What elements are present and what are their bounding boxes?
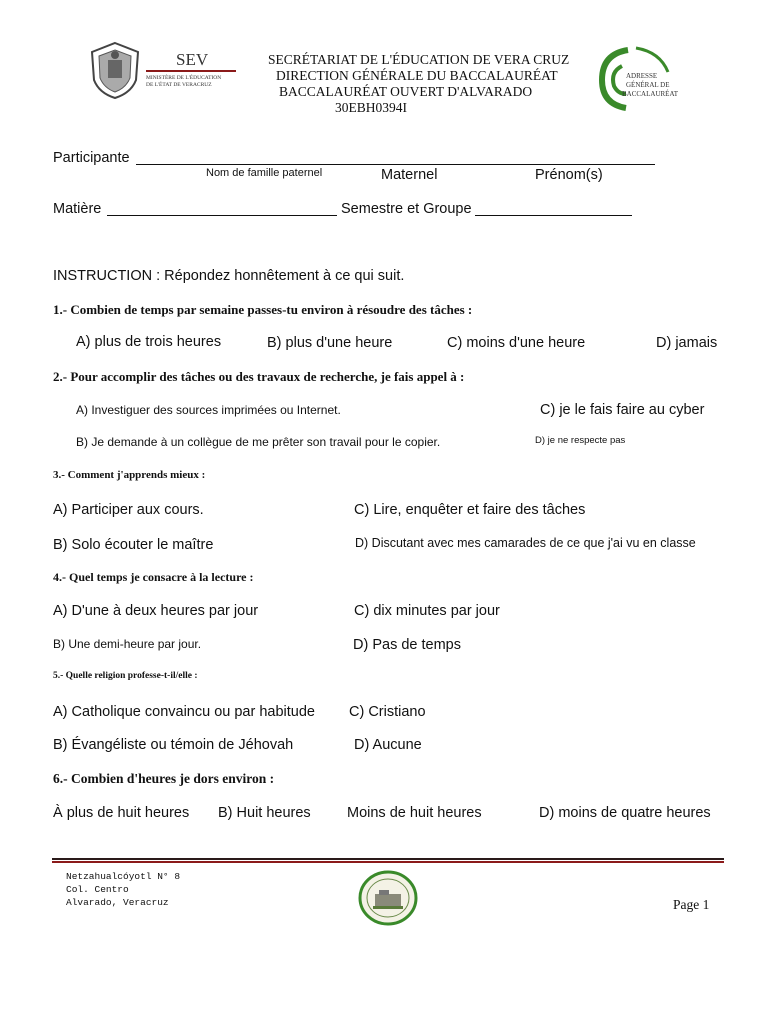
subject-line[interactable] — [107, 215, 337, 216]
q5-option-d[interactable]: D) Aucune — [354, 737, 422, 753]
participant-label: Participante — [53, 150, 130, 166]
footer-address-line: Col. Centro — [66, 884, 129, 895]
instruction: INSTRUCTION : Répondez honnêtement à ce qui suit. — [53, 268, 405, 284]
q5-option-b[interactable]: B) Évangéliste ou témoin de Jéhovah — [53, 737, 294, 753]
state-seal-icon — [86, 40, 144, 100]
semester-line[interactable] — [475, 215, 632, 216]
q3-option-c[interactable]: C) Lire, enquêter et faire des tâches — [354, 502, 586, 518]
header-line-3: BACCALAURÉAT OUVERT D'ALVARADO — [279, 84, 533, 99]
participant-line[interactable] — [136, 164, 655, 165]
firstname-label: Prénom(s) — [535, 167, 603, 183]
sev-logo-text: SEV — [176, 50, 209, 69]
question-1: 1.- Combien de temps par semaine passes-tu environ à résoudre des tâches : — [53, 302, 473, 317]
sev-logo — [80, 40, 245, 102]
q3-option-b[interactable]: B) Solo écouter le maître — [53, 537, 214, 553]
q3-option-a[interactable]: A) Participer aux cours. — [53, 502, 204, 518]
dgb-logo-text: GÉNÉRAL DE — [626, 81, 670, 89]
q1-option-b[interactable]: B) plus d'une heure — [267, 335, 393, 351]
header-line-2: DIRECTION GÉNÉRALE DU BACCALAURÉAT — [276, 68, 558, 83]
q4-option-a[interactable]: A) D'une à deux heures par jour — [53, 603, 259, 619]
q6-option-b[interactable]: B) Huit heures — [218, 805, 311, 821]
school-seal-icon — [358, 870, 418, 926]
header-line-4: 30EBH0394I — [335, 100, 407, 115]
question-5: 5.- Quelle religion professe-t-il/elle : — [53, 671, 198, 681]
q3-option-d[interactable]: D) Discutant avec mes camarades de ce que j'ai vu en classe — [355, 536, 696, 550]
q4-option-b[interactable]: B) Une demi-heure par jour. — [53, 637, 202, 651]
footer-rule — [52, 858, 724, 860]
question-6: 6.- Combien d'heures je dors environ : — [53, 771, 275, 786]
dgb-logo-text: BACCALAURÉAT — [622, 90, 679, 98]
sev-logo-subtitle: DE L'ÉTAT DE VERACRUZ — [146, 82, 212, 88]
q4-option-c[interactable]: C) dix minutes par jour — [354, 603, 500, 619]
q5-option-a[interactable]: A) Catholique convaincu ou par habitude — [53, 704, 315, 720]
q2-option-c[interactable]: C) je le fais faire au cyber — [540, 402, 705, 418]
semester-label: Semestre et Groupe — [341, 201, 472, 217]
q6-option-a[interactable]: À plus de huit heures — [53, 805, 190, 821]
footer-rule — [52, 861, 724, 863]
maternal-name-label: Maternel — [381, 167, 438, 183]
q1-option-a[interactable]: A) plus de trois heures — [76, 334, 222, 350]
header-line-1: SECRÉTARIAT DE L'ÉDUCATION DE VERA CRUZ — [268, 52, 570, 67]
q2-option-d[interactable]: D) je ne respecte pas — [535, 435, 626, 446]
q1-option-d[interactable]: D) jamais — [656, 335, 718, 351]
q5-option-c[interactable]: C) Cristiano — [349, 704, 426, 720]
school-seal — [358, 870, 418, 926]
q6-option-c[interactable]: Moins de huit heures — [347, 805, 482, 821]
subject-label: Matière — [53, 201, 102, 217]
q6-option-d[interactable]: D) moins de quatre heures — [539, 805, 711, 821]
q1-option-c[interactable]: C) moins d'une heure — [447, 335, 586, 351]
paternal-name-label: Nom de famille paternel — [206, 167, 323, 179]
sev-logo-subtitle: MINISTÈRE DE L'ÉDUCATION — [146, 75, 222, 81]
question-2: 2.- Pour accomplir des tâches ou des travaux de recherche, je fais appel à : — [53, 369, 465, 384]
dgb-logo-text: ADRESSE — [626, 72, 658, 80]
question-4: 4.- Quel temps je consacre à la lecture : — [53, 570, 254, 584]
page-number: Page 1 — [673, 897, 710, 912]
sev-logo-rule — [146, 70, 236, 72]
q2-option-b[interactable]: B) Je demande à un collègue de me prêter son travail pour le copier. — [76, 435, 441, 449]
dgb-logo — [588, 42, 678, 112]
q2-option-a[interactable]: A) Investiguer des sources imprimées ou Internet. — [76, 403, 341, 417]
footer-address-line: Netzahualcóyotl N° 8 — [66, 871, 181, 882]
question-3: 3.- Comment j'apprends mieux : — [53, 469, 206, 481]
footer-address-line: Alvarado, Veracruz — [66, 897, 169, 908]
q4-option-d[interactable]: D) Pas de temps — [353, 637, 461, 653]
